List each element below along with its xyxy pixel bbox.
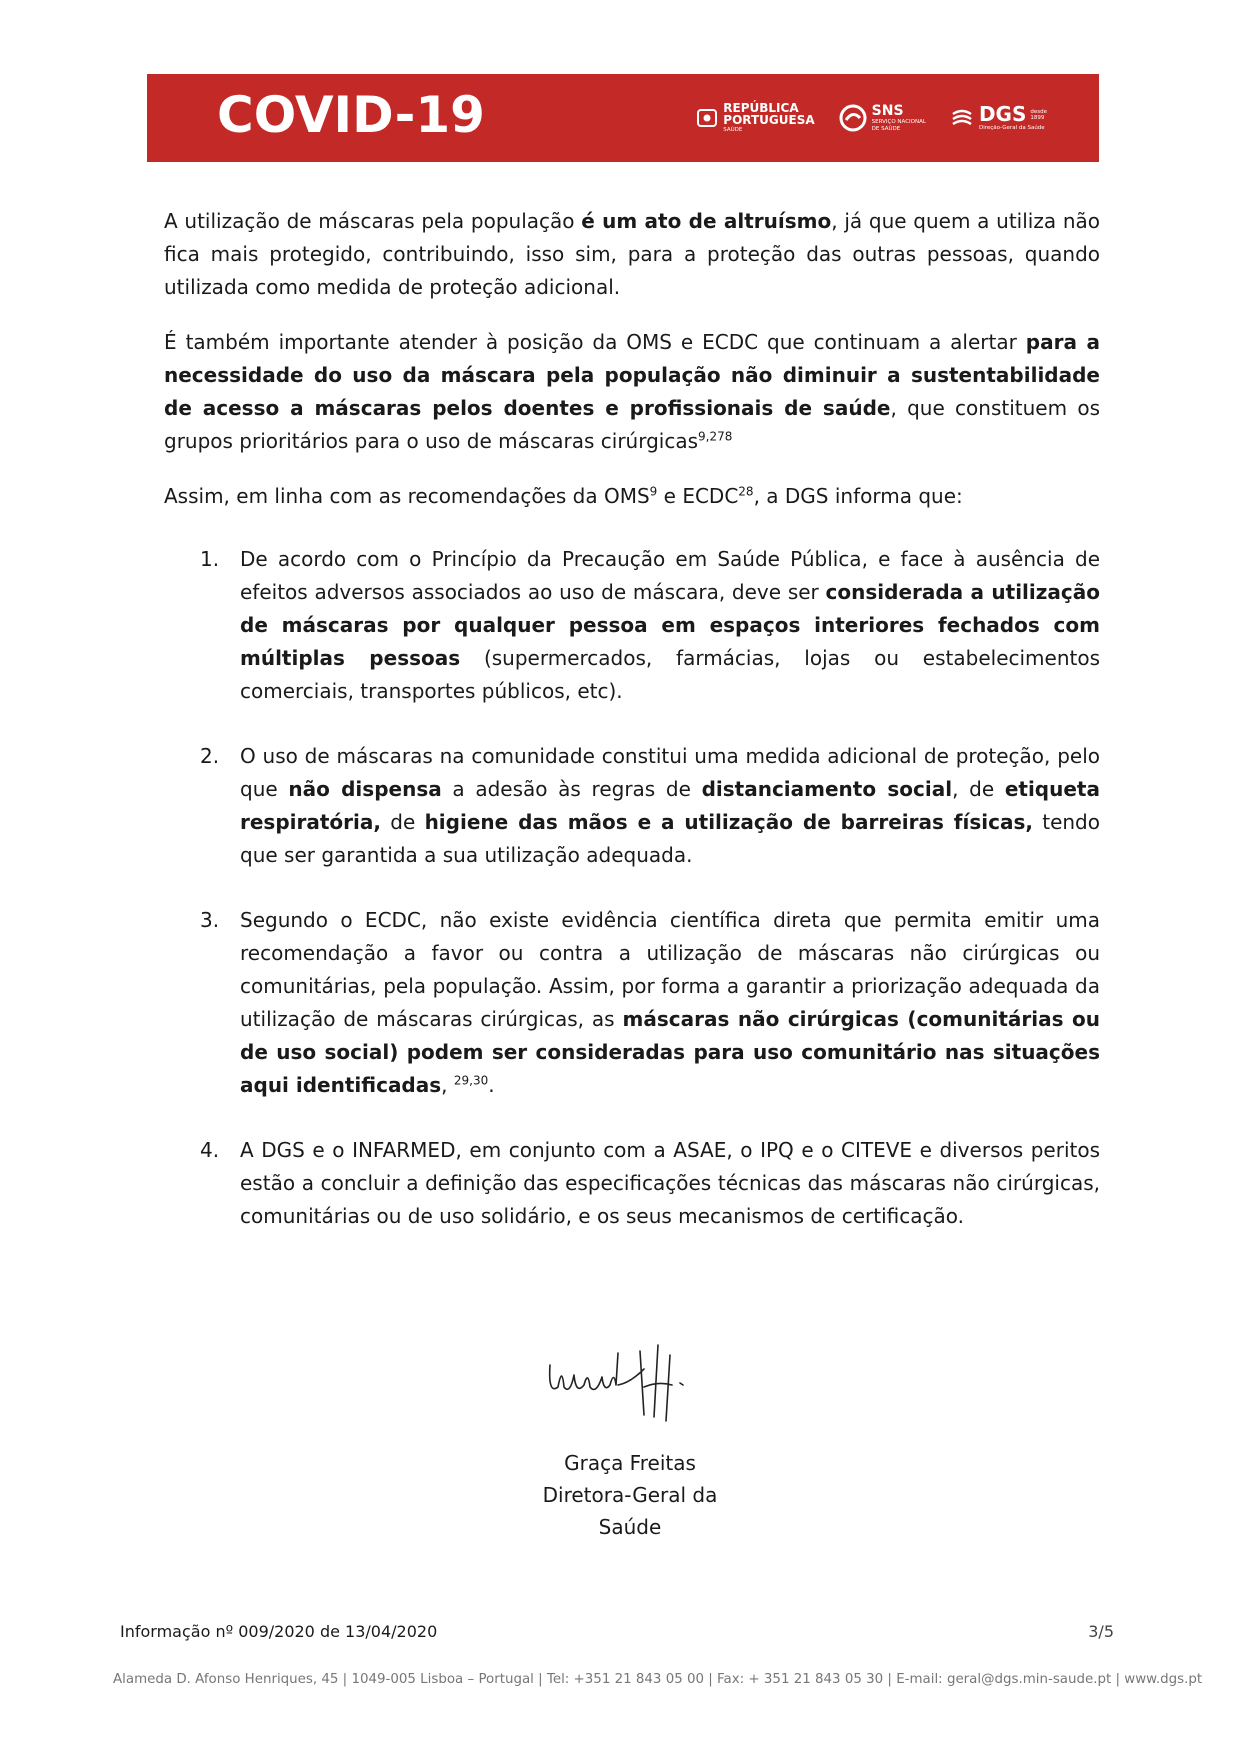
dgs-mark-icon	[950, 106, 974, 130]
logo-sns-sub: SERVIÇO NACIONAL	[871, 118, 926, 125]
paragraph-2: É também importante atender à posição da OMS e ECDC que continuam a alertar para a necessidade do uso da máscara pela população não diminuir a sustentabilidade de acesso a máscaras pelos doentes e profissionais de saúde, que constituem os grupos prioritários para o uso de máscaras cirúrgicas$^{9,278}$	[164, 330, 1101, 453]
list-item: 2. O uso de máscaras na comunidade constitui uma medida adicional de proteção, pelo que não dispensa a adesão às regras de distanciamento social, de etiqueta respiratória, de higiene das mãos e a utilização de barreiras físicas, tendo que ser garantida a sua utilização adequada.	[164, 740, 1100, 872]
footer-address: Alameda D. Afonso Henriques, 45 | 1049-005 Lisboa – Portugal | Tel: +351 21 843 05 00 | Fax: + 351 21 843 05 30 | E-mail: geral@dgs.min-saude.pt | www.dgs.pt	[113, 1672, 1203, 1687]
list-number: 1.	[200, 547, 220, 571]
footnote-ref: 9	[649, 484, 658, 499]
logo-dgs-year: 1899	[1030, 115, 1045, 122]
list-item: 4. A DGS e o INFARMED, em conjunto com a ASAE, o IPQ e o CITEVE e diversos peritos estão a concluir a definição das especificações técnicas das máscaras não cirúrgicas, comunitárias ou de uso solidário, e os seus mecanismos de certificação.	[164, 1134, 1100, 1233]
republica-portuguesa-logo	[696, 102, 814, 134]
list-item: 3. Segundo o ECDC, não existe evidência científica direta que permita emitir uma recomendação a favor ou contra a utilização de máscaras não cirúrgicas ou comunitárias, pela população. Assim, por forma a garantir a priorização adequada da utilização de máscaras cirúrgicas, as máscaras não cirúrgicas (comunitárias ou de uso social) podem ser consideradas para uso comunitário nas situações aqui identificadas, $^{29,30}$.	[164, 904, 1100, 1102]
footnote-ref: 29,30	[453, 1073, 489, 1088]
paragraph-1: A utilização de máscaras pela população é um ato de altruísmo, já que quem a utiliza não fica mais protegido, contribuindo, isso sim, para a proteção das outras pessoas, quando utilizada como medida de proteção adicional.	[164, 209, 1101, 299]
page-title: COVID-19	[217, 86, 485, 144]
logo-republica-text: REPÚBLICA	[723, 101, 799, 116]
list-number: 4.	[200, 1138, 220, 1162]
paragraph-3: Assim, em linha com as recomendações da OMS$^9$ e ECDC$^{28}$, a DGS informa que:	[164, 484, 963, 508]
signature-block	[510, 1325, 750, 1543]
sns-swirl-icon	[839, 104, 867, 132]
coat-of-arms-icon	[696, 107, 718, 129]
handwritten-signature	[540, 1325, 720, 1425]
logo-dgs-sub: Direção-Geral da Saúde	[978, 125, 1045, 132]
list-item: 1. De acordo com o Princípio da Precaução em Saúde Pública, e face à ausência de efeitos adversos associados ao uso de máscara, deve ser considerada a utilização de máscaras por qualquer pessoa em espaços interiores fechados com múltiplas pessoas (supermercados, farmácias, lojas ou estabelecimentos comerciais, transportes públicos, etc).	[164, 543, 1100, 708]
logo-dgs-since: desde	[1030, 109, 1047, 116]
header-banner	[147, 74, 1099, 162]
recommendation-list	[164, 543, 1100, 1233]
sns-logo	[839, 104, 926, 133]
logo-dgs-text: DGS	[978, 102, 1027, 127]
list-number: 3.	[200, 908, 220, 932]
document-body	[164, 205, 1100, 1265]
footnote-ref: 9,278	[698, 429, 733, 444]
dgs-logo	[950, 104, 1047, 132]
document-reference: Informação nº 009/2020 de 13/04/2020	[120, 1622, 438, 1641]
list-number: 2.	[200, 744, 220, 768]
page-number: 3/5	[1088, 1622, 1114, 1641]
logo-sns-sub2: DE SAÚDE	[871, 126, 901, 132]
logo-portuguesa-text: PORTUGUESA	[723, 113, 815, 128]
header-logos	[696, 98, 1047, 138]
logo-saude-text: SAÚDE	[723, 127, 743, 134]
logo-sns-text: SNS	[871, 102, 904, 119]
footnote-ref: 28	[738, 484, 754, 499]
signatory-role: Diretora-Geral da Saúde	[542, 1483, 718, 1539]
signatory-name: Graça Freitas	[564, 1451, 696, 1475]
